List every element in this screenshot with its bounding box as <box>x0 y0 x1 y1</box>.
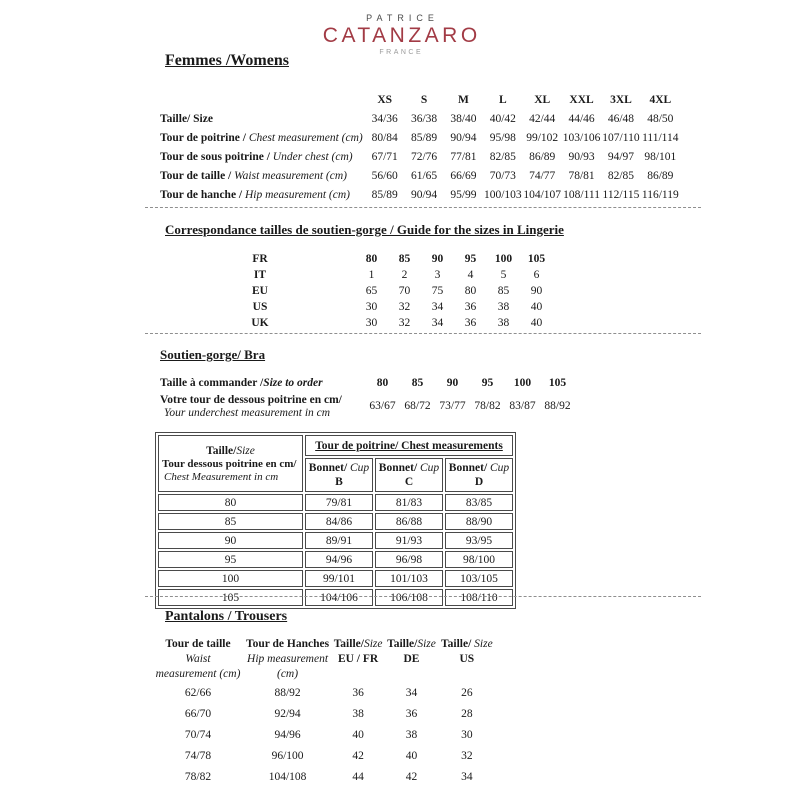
cell: 30 <box>365 317 378 329</box>
size-col-header: XS <box>377 93 393 106</box>
cell: 38 <box>497 301 510 313</box>
row-label-fr: Votre tour de dessous poitrine en cm/ <box>160 394 342 406</box>
table-row <box>158 513 513 530</box>
cell: 90 <box>431 253 444 265</box>
row-label-fr: Tour de hanche / <box>160 188 243 201</box>
row-label-en: Size to order <box>263 377 323 389</box>
cell: 34/36 <box>371 112 398 125</box>
size-header-row <box>160 90 680 109</box>
row-label-fr: Tour de sous poitrine / <box>160 150 270 163</box>
cell: 104/108 <box>268 770 307 783</box>
cell: 82/85 <box>607 169 635 182</box>
cell: 65 <box>365 285 378 297</box>
row-label <box>160 185 365 204</box>
cell: 70/73 <box>489 169 516 182</box>
cell: 78/81 <box>568 169 595 182</box>
table-row <box>165 283 553 299</box>
row-label <box>160 109 365 128</box>
cell: 38/40 <box>450 112 477 125</box>
section-divider <box>145 333 701 334</box>
cell: 77/81 <box>450 150 477 163</box>
cell: 90/94 <box>450 131 477 144</box>
cell: 2 <box>401 269 408 281</box>
cell: 74/78 <box>184 749 212 762</box>
cell: 44/46 <box>568 112 595 125</box>
cell: 95/98 <box>489 131 516 144</box>
cell: 32 <box>398 317 411 329</box>
row-label <box>160 166 365 185</box>
size-col-header: M <box>458 93 469 106</box>
cell: 99/102 <box>526 131 559 144</box>
cell: 40 <box>352 728 364 741</box>
header-cell-cup-c: Bonnet/ Cup C <box>375 458 443 492</box>
cell: 100/103 <box>483 188 522 201</box>
cell: 96/98 <box>375 551 443 568</box>
cell: 81/83 <box>375 494 443 511</box>
row-label <box>160 128 365 147</box>
cell: 100 <box>158 570 303 587</box>
row-label: IT <box>253 269 267 281</box>
section-heading-bra: Soutien-gorge/ Bra <box>160 347 266 362</box>
cell: 30 <box>461 728 473 741</box>
table-row <box>158 532 513 549</box>
cell: 38 <box>497 317 510 329</box>
cell: 40 <box>530 301 543 313</box>
cell: 85 <box>398 253 411 265</box>
table-row <box>160 128 680 147</box>
table-row <box>160 185 680 204</box>
cell: 90 <box>446 377 459 389</box>
cell: 85/89 <box>410 131 438 144</box>
cell: 78/82 <box>474 400 501 412</box>
size-col-header: 3XL <box>610 93 632 106</box>
cell: 108/111 <box>563 188 600 201</box>
cell: 112/115 <box>602 188 640 201</box>
cell: 96/100 <box>271 749 304 762</box>
row-label-fr: Taille à commander / <box>160 377 264 389</box>
col-header-waist: Tour de taille Waist measurement (cm) <box>155 638 241 680</box>
row-label-en: Waist measurement (cm) <box>234 169 347 182</box>
cell: 61/65 <box>410 169 438 182</box>
header-title: Taille/Size <box>206 445 255 457</box>
cell: 83/85 <box>445 494 513 511</box>
cell: 28 <box>461 707 473 720</box>
cup-measurement-table <box>155 432 516 609</box>
row-label: UK <box>251 317 269 329</box>
size-col-header: S <box>420 93 428 106</box>
cell: 80/84 <box>371 131 398 144</box>
cell: 108/110 <box>445 589 513 606</box>
cell: 105 <box>158 589 303 606</box>
cell: 90 <box>158 532 303 549</box>
cell: 95 <box>158 551 303 568</box>
cell: 62/66 <box>184 686 212 699</box>
row-label-en: Chest measurement (cm) <box>248 131 363 144</box>
cell: 100 <box>494 253 513 265</box>
cell: 85 <box>158 513 303 530</box>
header-cell-chest-span: Tour de poitrine/ Chest measurements <box>305 435 513 456</box>
cell: 6 <box>533 269 540 281</box>
table-row <box>160 392 575 420</box>
row-label-fr: Tour de taille / <box>160 169 232 182</box>
size-col-header: L <box>498 93 507 106</box>
cell: 89/91 <box>305 532 373 549</box>
table-row <box>165 267 553 283</box>
cell: 70/74 <box>184 728 212 741</box>
cell: 5 <box>500 269 507 281</box>
cell: 82/85 <box>489 150 516 163</box>
table-row <box>165 315 553 331</box>
row-label: US <box>252 301 268 313</box>
cell: 86/88 <box>375 513 443 530</box>
cell: 88/92 <box>544 400 571 412</box>
table-row <box>150 703 498 724</box>
cell: 80 <box>376 377 389 389</box>
cell: 72/76 <box>410 150 438 163</box>
cell: 34 <box>405 686 418 699</box>
cell: 40 <box>530 317 543 329</box>
table-row <box>150 745 498 766</box>
cell: 104/107 <box>523 188 562 201</box>
size-col-header: XL <box>534 93 551 106</box>
cell: 34 <box>431 301 444 313</box>
cell: 80 <box>464 285 477 297</box>
row-label <box>160 374 365 392</box>
cell: 3 <box>434 269 441 281</box>
cell: 80 <box>158 494 303 511</box>
cell: 98/100 <box>445 551 513 568</box>
cell: 84/86 <box>305 513 373 530</box>
cell: 91/93 <box>375 532 443 549</box>
row-label-en: Under chest (cm) <box>272 150 353 163</box>
cell: 104/106 <box>305 589 373 606</box>
cell: 1 <box>368 269 375 281</box>
table-row <box>160 147 680 166</box>
row-label <box>160 392 365 420</box>
table-row <box>160 374 575 392</box>
cell: 85/89 <box>371 188 398 201</box>
row-label: EU <box>252 285 268 297</box>
row-label <box>160 147 365 166</box>
cell: 78/82 <box>184 770 212 783</box>
cell: 56/60 <box>371 169 398 182</box>
women-size-table <box>160 90 680 204</box>
table-header-row <box>158 435 513 456</box>
header-cell-size <box>158 435 303 492</box>
cell: 106/108 <box>375 589 443 606</box>
section-heading-lingerie: Correspondance tailles de soutien-gorge / Guide for the sizes in Lingerie <box>165 222 564 237</box>
header-subtitle-fr: Tour dessous poitrine en cm/ <box>162 458 297 470</box>
cell: 26 <box>461 686 473 699</box>
brand-country: FRANCE <box>379 49 424 56</box>
cell: 34 <box>461 770 473 783</box>
section-heading-trousers: Pantalons / Trousers <box>165 609 288 624</box>
cell: 85 <box>497 285 510 297</box>
cell: 42 <box>405 770 418 783</box>
table-row <box>165 251 553 267</box>
cell: 95/99 <box>450 188 477 201</box>
cell: 36 <box>464 301 477 313</box>
cell: 90/93 <box>568 150 595 163</box>
cell: 46/48 <box>607 112 635 125</box>
cell: 48/50 <box>647 112 674 125</box>
cell: 85 <box>411 377 424 389</box>
cell: 36 <box>464 317 477 329</box>
cell: 68/72 <box>404 400 431 412</box>
cell: 44 <box>352 770 364 783</box>
cell: 86/89 <box>647 169 674 182</box>
header-cell-cup-b: Bonnet/ Cup B <box>305 458 373 492</box>
table-row <box>160 109 680 128</box>
table-row <box>150 766 498 787</box>
cell: 83/87 <box>509 400 536 412</box>
section-divider <box>145 596 701 597</box>
cell: 36 <box>405 707 418 720</box>
cell: 94/96 <box>274 728 301 741</box>
cell: 94/97 <box>607 150 635 163</box>
table-row <box>150 682 498 703</box>
cell: 40 <box>405 749 418 762</box>
cell: 105 <box>527 253 546 265</box>
cell: 66/70 <box>184 707 212 720</box>
cell: 103/105 <box>445 570 513 587</box>
col-header-hips: Tour de Hanches Hip measurement (cm) <box>246 638 330 680</box>
cell: 111/114 <box>642 131 679 144</box>
cell: 67/71 <box>371 150 398 163</box>
cell: 99/101 <box>305 570 373 587</box>
cell: 101/103 <box>375 570 443 587</box>
cell: 90/94 <box>410 188 438 201</box>
table-row <box>165 299 553 315</box>
cell: 73/77 <box>439 400 466 412</box>
lingerie-correspondence-table <box>165 251 553 331</box>
table-row <box>158 570 513 587</box>
cell: 38 <box>405 728 418 741</box>
table-row <box>158 494 513 511</box>
cell: 63/67 <box>369 400 396 412</box>
bra-size-table <box>160 374 575 420</box>
size-col-header: 4XL <box>649 93 672 106</box>
table-row <box>150 724 498 745</box>
table-header-row <box>150 637 498 682</box>
cell: 42/44 <box>529 112 556 125</box>
cell: 32 <box>398 301 411 313</box>
col-header-de: Taille/Size DE <box>387 638 436 665</box>
cell: 74/77 <box>529 169 556 182</box>
cell: 95 <box>481 377 494 389</box>
table-row <box>160 166 680 185</box>
table-row <box>158 589 513 606</box>
brand-name: CATANZARO <box>322 24 481 47</box>
cell: 34 <box>431 317 444 329</box>
cell: 30 <box>365 301 378 313</box>
cell: 79/81 <box>305 494 373 511</box>
row-label-en: Your underchest measurement in cm <box>164 407 331 419</box>
cell: 36 <box>352 686 364 699</box>
cell: 66/69 <box>450 169 477 182</box>
section-divider <box>145 207 701 208</box>
cell: 93/95 <box>445 532 513 549</box>
cell: 88/90 <box>445 513 513 530</box>
col-header-eu-fr: Taille/Size EU / FR <box>333 638 383 665</box>
cell: 107/110 <box>602 131 640 144</box>
cell: 92/94 <box>274 707 301 720</box>
section-heading-women: Femmes /Womens <box>165 52 289 69</box>
row-label-en: Hip measurement (cm) <box>245 188 350 201</box>
col-header-us: Taille/ Size US <box>441 638 493 665</box>
header-subtitle-en: Chest Measurement in cm <box>164 471 279 483</box>
cell: 4 <box>467 269 474 281</box>
cell: 100 <box>513 377 532 389</box>
table-row <box>158 551 513 568</box>
cell: 42 <box>352 749 364 762</box>
cell: 103/106 <box>562 131 601 144</box>
row-label: FR <box>252 253 268 265</box>
cell: 94/96 <box>305 551 373 568</box>
empty-corner-cell <box>160 90 365 109</box>
cell: 75 <box>431 285 444 297</box>
trousers-size-table <box>150 637 498 787</box>
cell: 32 <box>461 749 473 762</box>
cell: 116/119 <box>641 188 679 201</box>
cell: 90 <box>530 285 543 297</box>
cell: 86/89 <box>529 150 556 163</box>
header-cell-cup-d: Bonnet/ Cup D <box>445 458 513 492</box>
cell: 36/38 <box>410 112 438 125</box>
cell: 98/101 <box>644 150 677 163</box>
brand-logo <box>0 13 800 56</box>
cell: 40/42 <box>489 112 516 125</box>
cell: 70 <box>398 285 411 297</box>
brand-name-top: PATRICE <box>366 13 439 23</box>
cell: 95 <box>464 253 477 265</box>
row-label-fr: Taille/ Size <box>160 112 213 125</box>
row-label-fr: Tour de poitrine / <box>160 131 246 144</box>
cell: 38 <box>352 707 364 720</box>
cell: 105 <box>548 377 567 389</box>
cell: 80 <box>365 253 378 265</box>
size-col-header: XXL <box>569 93 594 106</box>
cell: 88/92 <box>274 686 301 699</box>
